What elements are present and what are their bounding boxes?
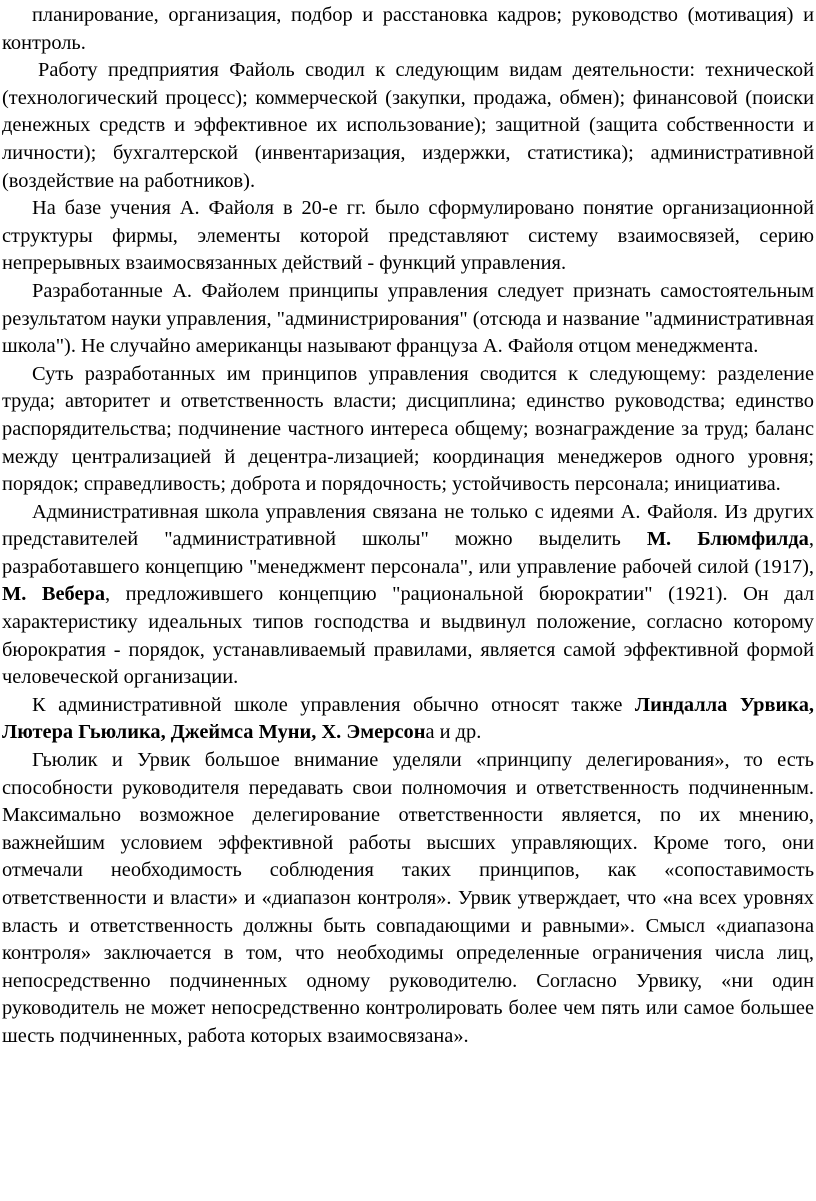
paragraph-7: [2, 692, 814, 747]
paragraph-1: планирование, организация, подбор и расстановка кадров; руководство (мотивация) и контроль.: [2, 4, 814, 54]
paragraph-6-text-3: , предложившего концепцию "рациональной бюрократии" (1921). Он дал характеристику идеальных типов господства и выдвинул положение, согласно которому бюрократия - порядок, устанавливаемый правилами, является самой эффективной формой человеческой организации.: [2, 583, 815, 689]
paragraph-5: Суть разработанных им принципов управления сводится к следующему: разделение труда; авторитет и ответственность власти; дисциплина; единство руководства; единство распорядительства; подчинение частного интереса общему; вознаграждение за труд; баланс между централизацией й децентра-лизацией; координация менеджеров одного уровня; порядок; справедливость; доброта и порядочность; устойчивость персонала; инициатива.: [2, 362, 814, 496]
paragraph-7-text-1: К административной школе управления обычно относят также: [32, 693, 635, 716]
paragraph-3: На базе учения А. Файоля в 20-е гг. было сформулировано понятие организационной структуры фирмы, элементы которой представляют систему взаимосвязей, серию непрерывных взаимосвязанных действий - функций управления.: [2, 197, 814, 275]
paragraph-6-text-1: Административная школа управления связана не только с идеями А. Файоля. Из других представителей "административной школы" можно выделить: [2, 500, 814, 551]
paragraph-6: [2, 499, 814, 692]
paragraph-7-text-2: а и др.: [425, 721, 482, 744]
paragraph-6-bold-1: М. Блюмфилда: [646, 528, 809, 551]
paragraph-2: Работу предприятия Файоль сводил к следующим видам деятельности: технической (технологический процесс); коммерческой (закупки, продажа, обмен); финансовой (поиски денежных средств и эффективное их использование); защитной (защита собственности и личности); бухгалтерской (инвентаризация, издержки, статистика); административной (воздействие на работников).: [2, 59, 814, 192]
paragraph-4: Разработанные А. Файолем принципы управления следует признать самостоятельным результатом науки управления, "администрирования" (отсюда и название "административная школа"). Не случайно американцы называют француза А. Файоля отцом менеджмента.: [2, 279, 814, 358]
paragraph-6-bold-2: М. Вебера: [2, 583, 106, 606]
paragraph-6-text-2: , разработавшего концепцию "менеджмент персонала", или управление рабочей силой (1917),: [2, 528, 814, 578]
paragraph-8: Гьюлик и Урвик большое внимание уделяли «принципу делегирования», то есть способности руководителя передавать свои полномочия и ответственность подчиненным. Максимально возможное делегирование ответственности является, по их мнению, важнейшим условием эффективной работы высших управляющих. Кроме того, они отмечали необходимость соблюдения таких принципов, как «сопоставимость ответственности и власти» и «диапазон контроля». Урвик утверждает, что «на всех уровнях власть и ответственность должны быть совпадающими и равными». Смысл «диапазона контроля» заключается в том, что необходимы определенные ограничения числа лиц, непосредственно подчиненных одному руководителю. Согласно Урвику, «ни один руководитель не может непосредственно контролировать более чем пять или самое большее шесть подчиненных, работа которых взаимосвязана».: [2, 749, 814, 1047]
paragraph-7-bold-1: Линдалла Урвика, Лютера Гьюлика, Джеймса Муни, Х. Эмерсон: [2, 693, 814, 744]
